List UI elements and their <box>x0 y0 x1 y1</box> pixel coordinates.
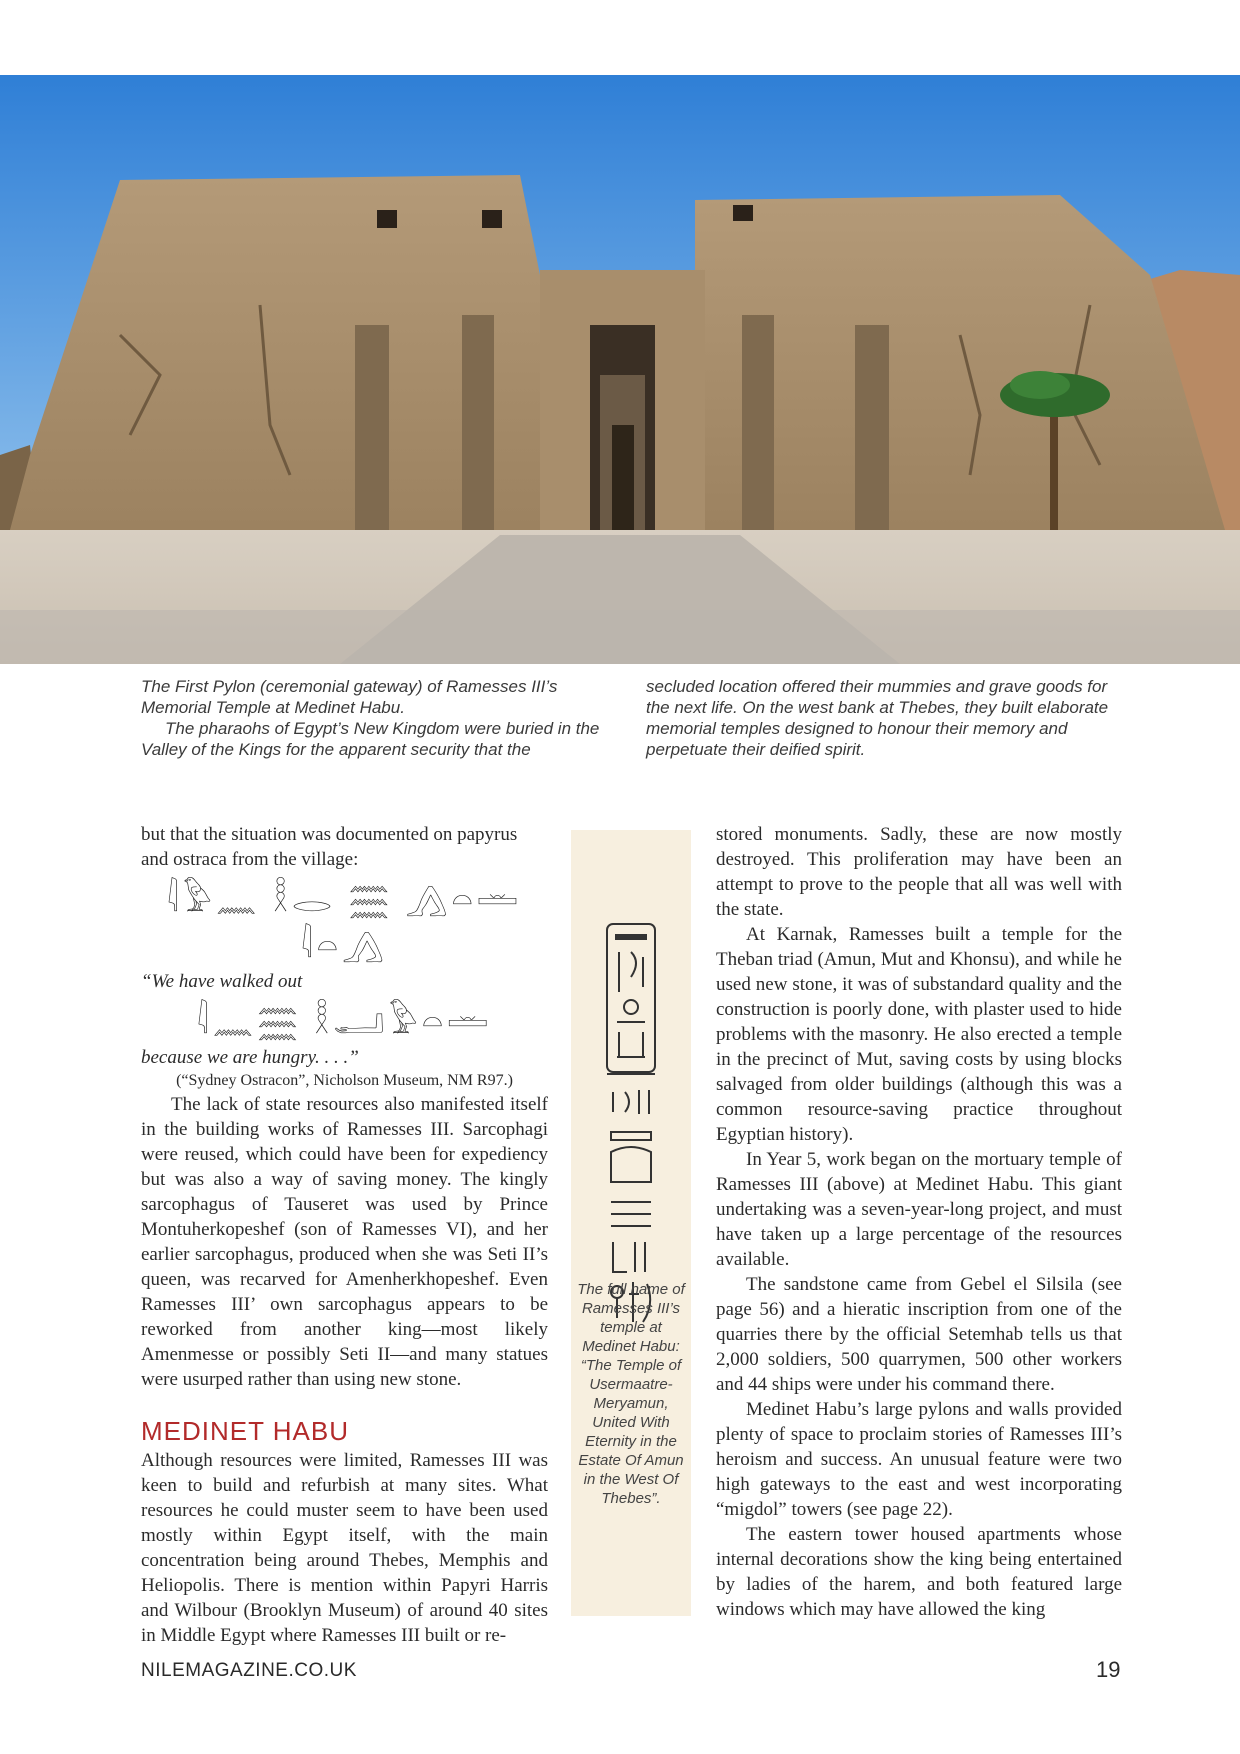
quote-line-1: “We have walked out <box>141 971 303 992</box>
body-paragraph: The sandstone came from Gebel el Silsila (see page 56) and a hieratic inscription from one of the quarries there by the official Setemhab tells us that 2,000 soldiers, 500 quarrymen, 500 other workers and 44 ships were under his command there. <box>716 1274 1122 1395</box>
caption-line-2: The pharaohs of Egypt’s New Kingdom were buried in the Valley of the Kings for the apparent security that the <box>141 719 600 759</box>
footer-website: NILEMAGAZINE.CO.UK <box>141 1660 357 1681</box>
hieroglyph-line-icon: 𓇋𓈖𓈗 𓎛𓂝𓅱𓏏𓏛 <box>196 1004 493 1041</box>
citation: (“Sydney Ostracon”, Nicholson Museum, NM R97.) <box>176 1072 513 1089</box>
hieroglyph-line-icon: 𓇋𓅱𓈖 𓎛𓂋 𓈗 𓂻𓏏𓏛 𓇋𓏏𓂻 <box>167 882 522 965</box>
photo-caption-right <box>646 676 1116 760</box>
body-paragraph: Medinet Habu’s large pylons and walls provided plenty of space to proclaim stories of Ramesses III’s heroism and success. An unusual feature were two high gateways to the east and west incorporating “migdol” towers (see page 22). <box>716 1399 1122 1520</box>
left-column <box>141 822 548 1648</box>
body-paragraph: stored monuments. Sadly, these are now mostly destroyed. This proliferation may have been an attempt to prove to the people that all was well with the state. <box>716 824 1122 920</box>
body-paragraph: The eastern tower housed apartments whose internal decorations show the king being entertained by ladies of the harem, and both featured large windows which may have allowed the king <box>716 1524 1122 1620</box>
body-paragraph: Although resources were limited, Ramesses III was keen to build and refurbish at many sites. What resources he could muster seem to have been used mostly within Egypt itself, with the main concentration being around Thebes, Memphis and Heliopolis. There is mention within Papyri Harris and Wilbour (Brooklyn Museum) of around 40 sites in Middle Egypt where Ramesses III built or re- <box>141 1450 548 1646</box>
temple-pylon-illustration <box>0 75 1240 664</box>
caption-continuation: secluded location offered their mummies and grave goods for the next life. On the west bank at Thebes, they built elaborate memorial temples designed to honour their memory and perpetuate their deified spirit. <box>646 677 1109 759</box>
page-number: 19 <box>1096 1657 1121 1682</box>
body-paragraph: In Year 5, work began on the mortuary temple of Ramesses III (above) at Medinet Habu. This giant undertaking was a seven-year-long project, and must have taken up a large percentage of the resources available. <box>716 1149 1122 1270</box>
body-paragraph: The lack of state resources also manifested itself in the building works of Ramesses III. Sarcophagi were reused, which could have been for expediency but was also a way of saving money. The kingly sarcophagus of Tauseret was used by Prince Montuherkopeshef (son of Ramesses VI), and her earlier sarcophagus, produced when she was Seti II’s queen, was recarved for Amenherkhopeshef. Even Ramesses III’ own sarcophagus appears to be reworked from another king—most likely Amenmesse or possibly Seti II—and many statues were usurped rather than using new stone. <box>141 1094 548 1390</box>
caption-line-1: The First Pylon (ceremonial gateway) of Ramesses III’s Memorial Temple at Medinet Habu. <box>141 677 558 717</box>
temple-pylon-photo <box>0 75 1240 664</box>
sidebar-panel <box>571 830 691 1616</box>
quote-line-2: because we are hungry. . . .” <box>141 1047 359 1068</box>
right-column <box>716 822 1122 1622</box>
intro-paragraph: but that the situation was documented on papyrus and ostraca from the village: <box>141 824 518 870</box>
photo-caption-left <box>141 676 619 760</box>
sidebar-caption: The full name of Ramesses III’s temple at Medinet Habu: “The Temple of Usermaatre-Meryamun, United With Eternity in the Estate Of Amun in the West Of Thebes”. <box>577 1281 685 1507</box>
body-paragraph: At Karnak, Ramesses built a temple for the Theban triad (Amun, Mut and Khonsu), and while he used new stone, it was of substandard quality and the construction is poorly done, with plaster used to hide problems with the masonry. He also erected a temple in the precinct of Mut, saving costs by using blocks salvaged from older buildings (although this was a common resource-saving practice throughout Egyptian history). <box>716 924 1122 1145</box>
section-heading: MEDINET HABU <box>141 1416 349 1446</box>
